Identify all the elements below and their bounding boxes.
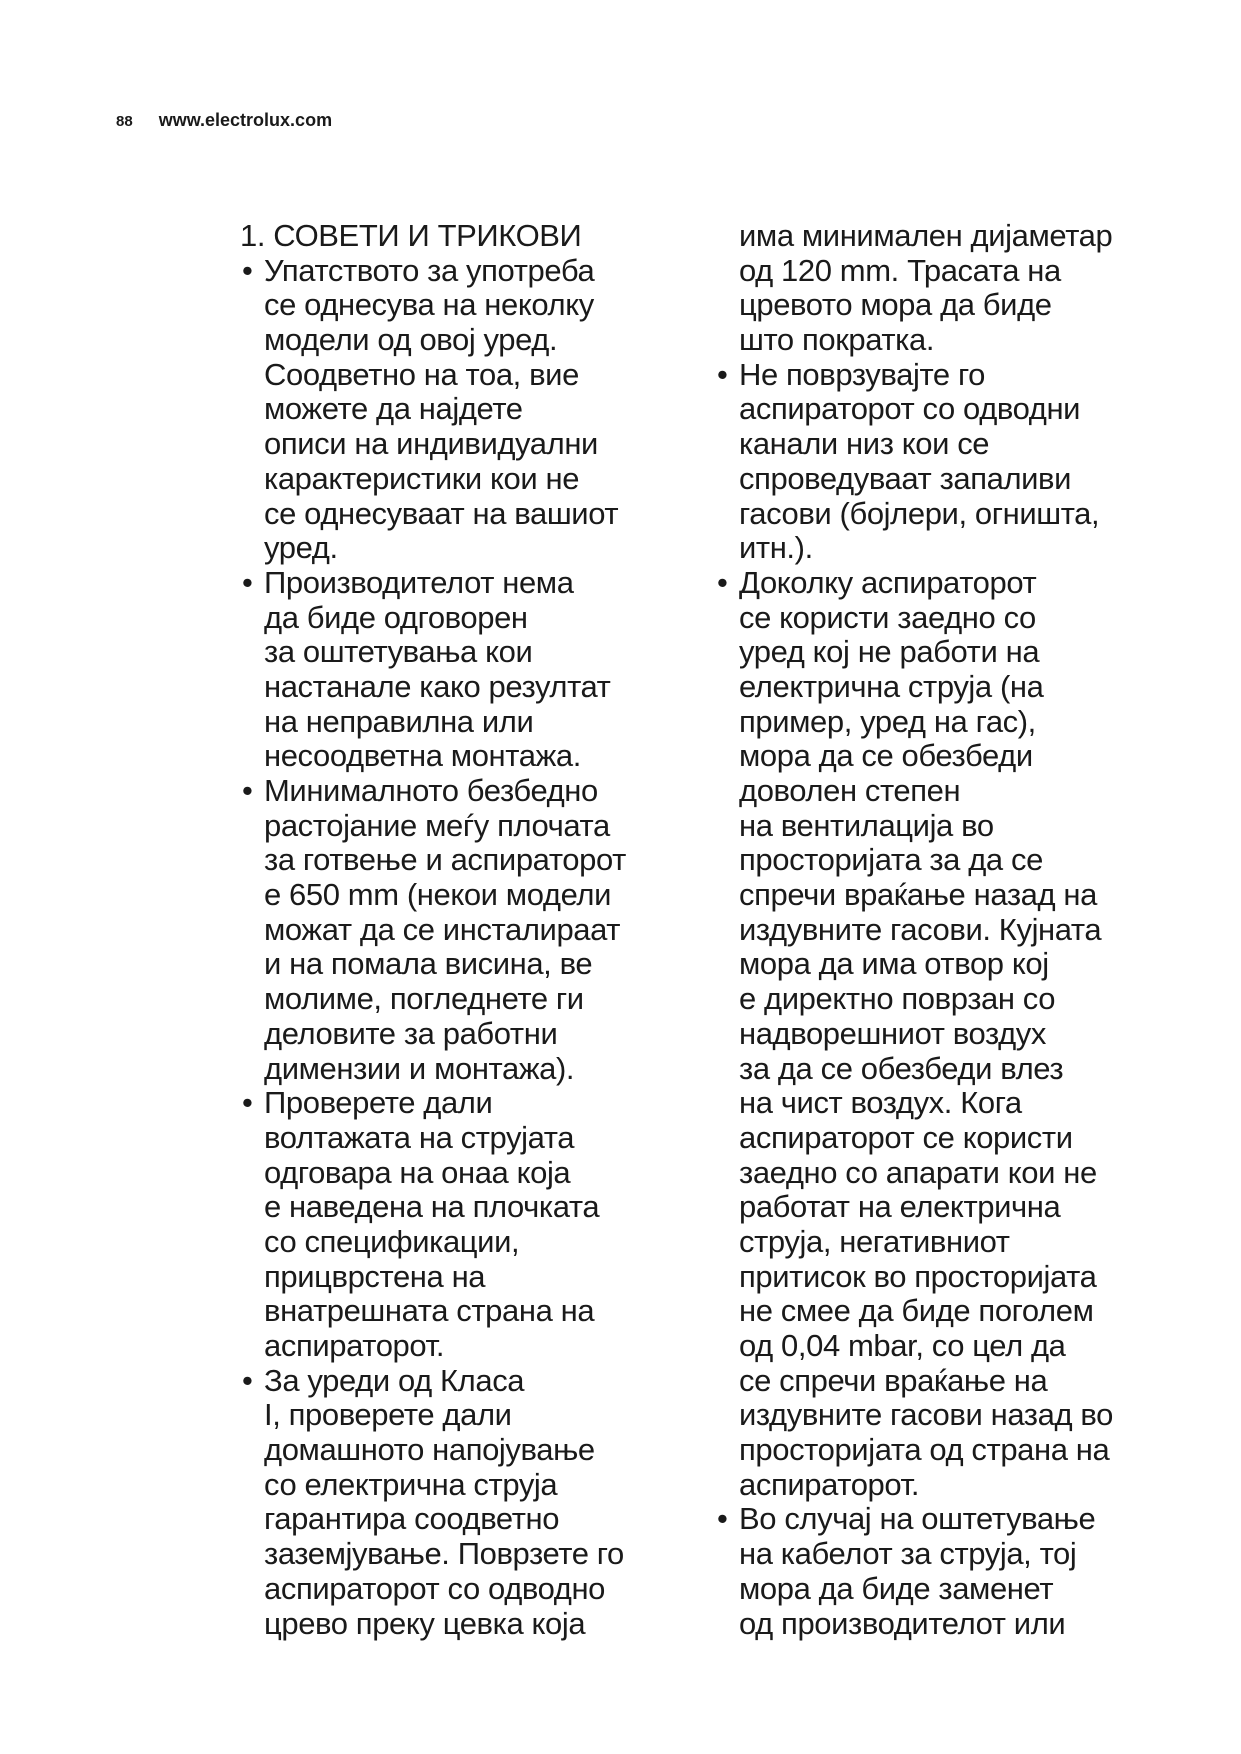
bullet-item — [240, 1364, 700, 1642]
text-line: има минимален дијаметар — [739, 218, 1113, 253]
text-line: Доколку аспираторот — [739, 564, 1037, 600]
text-line: заедно со апарати кои не — [739, 1154, 1097, 1190]
text-line: Минималното безбедно — [264, 773, 598, 808]
text-line: гарантира соодветно — [264, 1501, 560, 1537]
text-line: модели од овој уред. — [264, 322, 558, 358]
text-line: уред кој не работи на — [739, 634, 1040, 670]
text-line: гасови (бојлери, огништа, — [739, 495, 1100, 531]
text-line: мора да се обезбеди — [739, 738, 1033, 774]
text-line: се спречи враќање на — [739, 1362, 1048, 1398]
text-line: домашното напојување — [264, 1432, 595, 1468]
text-line: издувните гасови назад во — [739, 1397, 1113, 1433]
text-line: да биде одговорен — [264, 599, 528, 635]
text-line: несоодветна монтажа. — [264, 738, 581, 774]
text-line: мора да биде заменет — [739, 1570, 1054, 1606]
bullet-icon: • — [242, 1085, 253, 1121]
text-line: Во случај на оштетување — [739, 1501, 1096, 1537]
bullet-icon: • — [242, 252, 253, 288]
text-line: можат да се инсталираат — [264, 911, 621, 947]
bullet-line — [240, 1364, 700, 1399]
text-line: Проверете дали — [264, 1085, 493, 1121]
bullet-icon: • — [242, 564, 253, 600]
text-line: аспираторот. — [264, 1328, 445, 1363]
text-line: од 120 mm. Трасата на — [739, 252, 1061, 288]
bullet-line — [240, 1086, 700, 1121]
text-line: аспираторот се користи — [739, 1119, 1073, 1155]
text-line: работат на електрична — [739, 1189, 1061, 1225]
text-line: мора да има отвор кој — [739, 946, 1049, 982]
text-line: црево преку цевка која — [264, 1605, 586, 1641]
text-line: аспираторот со одводно — [264, 1570, 606, 1606]
text-line: канали низ кои се — [739, 426, 990, 462]
bullet-icon: • — [242, 773, 253, 808]
text-line: со електрична струја — [264, 1466, 558, 1502]
bullet-icon: • — [717, 1501, 728, 1537]
bullet-item — [240, 774, 700, 1086]
text-line: и на помала висина, ве — [264, 946, 593, 982]
text-line: Соодветно на тоа, вие — [264, 356, 579, 392]
heading-text: 1. СОВЕТИ И ТРИКОВИ — [240, 218, 582, 253]
text-line: спроведуваат запаливи — [739, 460, 1072, 496]
text-line: прицврстена на — [264, 1258, 486, 1294]
text-line: аспираторот со одводни — [739, 391, 1081, 427]
text-line: За уреди од Класа — [264, 1362, 525, 1398]
text-line: за оштетувања кои — [264, 634, 533, 670]
text-line: на чист воздух. Кога — [739, 1085, 1022, 1121]
text-line: цревото мора да биде — [739, 287, 1052, 323]
text-line: се користи заедно со — [739, 599, 1036, 635]
text-column-left — [240, 219, 700, 1641]
text-line: со спецификации, — [264, 1223, 520, 1259]
text-line: издувните гасови. Кујната — [739, 911, 1102, 947]
text-line: описи на индивидуални — [264, 426, 598, 462]
bullet-line — [715, 566, 1175, 601]
text-line: деловите за работни — [264, 1015, 558, 1051]
text-line: просторијата за да се — [739, 842, 1043, 878]
text-line: од 0,04 mbar, со цел да — [739, 1328, 1066, 1363]
text-line: на кабелот за струја, тој — [739, 1536, 1077, 1572]
text-line: за готвење и аспираторот — [264, 842, 626, 878]
text-line: карактеристики кои не — [264, 460, 580, 496]
text-line: електрична струја (на — [739, 668, 1044, 704]
text-line: уред. — [264, 530, 338, 566]
text-line: растојание меѓу плочата — [264, 807, 610, 843]
text-line: за да се обезбеди влез — [739, 1050, 1064, 1086]
text-line: настанале како резултат — [264, 668, 611, 704]
text-line: на неправилна или — [264, 703, 534, 739]
bullet-line — [715, 358, 1175, 393]
text-line: Упатството за употреба — [264, 252, 595, 288]
bullet-line — [240, 566, 700, 601]
text-line: димензии и монтажа). — [264, 1050, 575, 1086]
text-line: заземјување. Поврзете го — [264, 1536, 624, 1572]
text-line: I, проверете дали — [264, 1397, 512, 1433]
text-line: аспираторот. — [739, 1466, 920, 1502]
bullet-line — [240, 254, 700, 289]
text-line: се однесува на неколку — [264, 287, 594, 323]
text-line: внатрешната страна на — [264, 1293, 595, 1329]
text-line: спречи враќање назад на — [739, 877, 1097, 913]
text-line: на вентилација во — [739, 807, 994, 843]
text-line: се однесуваат на вашиот — [264, 495, 619, 531]
text-column-right — [715, 219, 1175, 1641]
page-header — [116, 110, 332, 131]
text-line: Не поврзувајте го — [739, 356, 986, 392]
text-line: притисок во просторијата — [739, 1258, 1097, 1294]
bullet-item — [715, 1502, 1175, 1641]
text-line: што пократка. — [739, 322, 935, 358]
bullet-item — [240, 566, 700, 774]
bullet-icon: • — [717, 564, 728, 600]
text-line: можете да најдете — [264, 391, 523, 427]
text-line: од производителот или — [739, 1605, 1066, 1641]
bullet-icon: • — [242, 1362, 253, 1398]
text-line: е 650 mm (некои модели — [264, 877, 611, 913]
text-line: доволен степен — [739, 773, 961, 808]
page-number: 88 — [116, 113, 133, 130]
text-line: итн.). — [739, 530, 813, 566]
text-line: волтажата на струјата — [264, 1119, 575, 1155]
text-line: пример, уред на гас), — [739, 703, 1036, 739]
bullet-line — [240, 774, 700, 809]
bullet-item — [240, 254, 700, 566]
section-heading — [240, 219, 700, 254]
text-line: Производителот нема — [264, 564, 574, 600]
text-line: е наведена на плочката — [264, 1189, 600, 1225]
text-line: просторијата од страна на — [739, 1432, 1110, 1468]
bullet-icon: • — [717, 356, 728, 392]
text-line: струја, негативниот — [739, 1223, 1010, 1259]
website-url: www.electrolux.com — [158, 110, 333, 130]
bullet-line — [715, 1502, 1175, 1537]
bullet-item — [715, 358, 1175, 566]
bullet-item — [240, 1086, 700, 1364]
bullet-item — [715, 566, 1175, 1503]
text-line: молиме, погледнете ги — [264, 981, 584, 1017]
text-line: надворешниот воздух — [739, 1015, 1047, 1051]
text-line: одговара на онаа која — [264, 1154, 571, 1190]
paragraph-continuation — [715, 219, 1175, 358]
text-line: е директно поврзан со — [739, 981, 1056, 1017]
text-line: не смее да биде поголем — [739, 1293, 1094, 1329]
